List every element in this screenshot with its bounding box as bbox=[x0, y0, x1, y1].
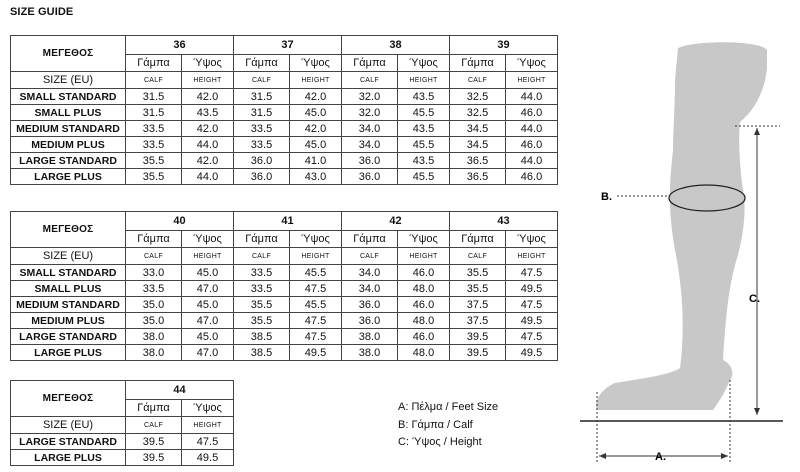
size-table bbox=[10, 380, 234, 466]
col-height-gr: Ύψος bbox=[182, 55, 234, 72]
height-value: 45.0 bbox=[290, 137, 342, 153]
col-calf-en: CALF bbox=[234, 248, 290, 265]
table-row bbox=[11, 169, 558, 185]
size-table bbox=[10, 35, 558, 185]
table-row bbox=[11, 329, 558, 345]
height-value: 48.0 bbox=[398, 281, 450, 297]
col-calf-gr: Γάμπα bbox=[342, 55, 398, 72]
height-value: 46.0 bbox=[398, 265, 450, 281]
calf-value: 31.5 bbox=[126, 89, 182, 105]
col-calf-gr: Γάμπα bbox=[234, 231, 290, 248]
col-calf-gr: Γάμπα bbox=[342, 231, 398, 248]
calf-value: 33.5 bbox=[234, 137, 290, 153]
legend-height: C: Ύψος / Height bbox=[398, 436, 482, 448]
col-calf-gr: Γάμπα bbox=[234, 55, 290, 72]
label-c: C. bbox=[749, 293, 760, 305]
height-value: 43.5 bbox=[398, 121, 450, 137]
col-height-en: HEIGHT bbox=[182, 248, 234, 265]
row-label: SMALL STANDARD bbox=[11, 265, 126, 281]
col-calf-en: CALF bbox=[126, 417, 182, 434]
calf-value: 35.5 bbox=[126, 169, 182, 185]
calf-value: 36.0 bbox=[342, 297, 398, 313]
height-value: 42.0 bbox=[182, 89, 234, 105]
height-value: 42.0 bbox=[182, 121, 234, 137]
calf-value: 34.0 bbox=[342, 265, 398, 281]
calf-value: 36.0 bbox=[342, 169, 398, 185]
calf-value: 33.0 bbox=[126, 265, 182, 281]
size-header-label: ΜΕΓΕΘΟΣ bbox=[11, 381, 126, 417]
calf-value: 33.5 bbox=[234, 265, 290, 281]
calf-value: 35.5 bbox=[450, 265, 506, 281]
height-value: 42.0 bbox=[182, 153, 234, 169]
col-calf-gr: Γάμπα bbox=[126, 231, 182, 248]
height-value: 44.0 bbox=[182, 137, 234, 153]
calf-value: 36.0 bbox=[234, 153, 290, 169]
calf-value: 36.5 bbox=[450, 169, 506, 185]
calf-value: 32.5 bbox=[450, 105, 506, 121]
col-height-en: HEIGHT bbox=[506, 248, 558, 265]
label-b: B. bbox=[601, 191, 612, 203]
height-value: 47.5 bbox=[290, 329, 342, 345]
height-value: 45.5 bbox=[290, 265, 342, 281]
leg-diagram bbox=[575, 30, 787, 470]
calf-value: 36.0 bbox=[234, 169, 290, 185]
row-label: SMALL PLUS bbox=[11, 281, 126, 297]
calf-value: 36.5 bbox=[450, 153, 506, 169]
row-label: SMALL PLUS bbox=[11, 105, 126, 121]
col-calf-en: CALF bbox=[234, 72, 290, 89]
calf-value: 36.0 bbox=[342, 153, 398, 169]
height-value: 44.0 bbox=[506, 121, 558, 137]
table-row bbox=[11, 89, 558, 105]
row-label: MEDIUM STANDARD bbox=[11, 121, 126, 137]
height-value: 45.5 bbox=[290, 297, 342, 313]
eu-size-header: 36 bbox=[126, 36, 234, 55]
calf-value: 35.0 bbox=[126, 297, 182, 313]
height-value: 45.0 bbox=[182, 329, 234, 345]
height-value: 42.0 bbox=[290, 89, 342, 105]
calf-value: 32.0 bbox=[342, 105, 398, 121]
calf-value: 35.5 bbox=[234, 313, 290, 329]
col-height-gr: Ύψος bbox=[182, 400, 234, 417]
calf-value: 38.0 bbox=[342, 329, 398, 345]
col-calf-en: CALF bbox=[342, 72, 398, 89]
col-height-gr: Ύψος bbox=[398, 231, 450, 248]
height-value: 48.0 bbox=[398, 313, 450, 329]
table-row bbox=[11, 121, 558, 137]
row-label: MEDIUM PLUS bbox=[11, 313, 126, 329]
height-value: 49.5 bbox=[182, 450, 234, 466]
table-row bbox=[11, 345, 558, 361]
height-value: 42.0 bbox=[290, 121, 342, 137]
height-value: 43.5 bbox=[398, 153, 450, 169]
calf-value: 34.5 bbox=[450, 137, 506, 153]
calf-value: 34.5 bbox=[450, 121, 506, 137]
height-value: 45.5 bbox=[398, 137, 450, 153]
height-value: 47.0 bbox=[182, 281, 234, 297]
col-height-gr: Ύψος bbox=[506, 55, 558, 72]
calf-value: 38.0 bbox=[126, 329, 182, 345]
col-height-en: HEIGHT bbox=[290, 248, 342, 265]
col-calf-en: CALF bbox=[450, 248, 506, 265]
calf-value: 36.0 bbox=[342, 313, 398, 329]
calf-value: 32.5 bbox=[450, 89, 506, 105]
table-row bbox=[11, 434, 234, 450]
calf-value: 32.0 bbox=[342, 89, 398, 105]
col-calf-gr: Γάμπα bbox=[126, 400, 182, 417]
eu-size-header: 38 bbox=[342, 36, 450, 55]
calf-value: 39.5 bbox=[126, 450, 182, 466]
col-height-gr: Ύψος bbox=[290, 55, 342, 72]
height-value: 44.0 bbox=[506, 153, 558, 169]
table-row bbox=[11, 153, 558, 169]
eu-size-header: 43 bbox=[450, 212, 558, 231]
size-eu-label: SIZE (EU) bbox=[11, 248, 126, 265]
col-calf-en: CALF bbox=[450, 72, 506, 89]
col-height-en: HEIGHT bbox=[290, 72, 342, 89]
size-header-label: ΜΕΓΕΘΟΣ bbox=[11, 36, 126, 72]
height-value: 41.0 bbox=[290, 153, 342, 169]
col-calf-en: CALF bbox=[126, 248, 182, 265]
height-value: 47.5 bbox=[182, 434, 234, 450]
col-height-gr: Ύψος bbox=[182, 231, 234, 248]
label-a: A. bbox=[655, 451, 666, 463]
eu-size-header: 39 bbox=[450, 36, 558, 55]
col-height-en: HEIGHT bbox=[398, 248, 450, 265]
table-row bbox=[11, 105, 558, 121]
calf-value: 33.5 bbox=[234, 121, 290, 137]
col-height-en: HEIGHT bbox=[182, 72, 234, 89]
calf-value: 34.0 bbox=[342, 137, 398, 153]
height-value: 47.5 bbox=[506, 297, 558, 313]
height-value: 46.0 bbox=[506, 137, 558, 153]
calf-value: 38.0 bbox=[126, 345, 182, 361]
eu-size-header: 40 bbox=[126, 212, 234, 231]
leg-silhouette bbox=[596, 42, 767, 410]
row-label: SMALL STANDARD bbox=[11, 89, 126, 105]
height-value: 47.5 bbox=[290, 313, 342, 329]
height-value: 45.5 bbox=[398, 105, 450, 121]
height-value: 49.5 bbox=[290, 345, 342, 361]
size-eu-label: SIZE (EU) bbox=[11, 72, 126, 89]
calf-value: 38.5 bbox=[234, 345, 290, 361]
eu-size-header: 42 bbox=[342, 212, 450, 231]
calf-value: 34.0 bbox=[342, 281, 398, 297]
table-row bbox=[11, 281, 558, 297]
col-height-en: HEIGHT bbox=[398, 72, 450, 89]
calf-value: 38.5 bbox=[234, 329, 290, 345]
height-value: 43.5 bbox=[182, 105, 234, 121]
height-value: 47.5 bbox=[290, 281, 342, 297]
height-value: 45.5 bbox=[398, 169, 450, 185]
table-row bbox=[11, 265, 558, 281]
calf-value: 38.0 bbox=[342, 345, 398, 361]
eu-size-header: 37 bbox=[234, 36, 342, 55]
size-eu-label: SIZE (EU) bbox=[11, 417, 126, 434]
height-value: 47.5 bbox=[506, 265, 558, 281]
legend-feet: A: Πέλμα / Feet Size bbox=[398, 401, 499, 413]
size-header-label: ΜΕΓΕΘΟΣ bbox=[11, 212, 126, 248]
page-title: SIZE GUIDE bbox=[10, 6, 74, 18]
height-value: 46.0 bbox=[398, 329, 450, 345]
calf-value: 33.5 bbox=[126, 281, 182, 297]
calf-value: 39.5 bbox=[126, 434, 182, 450]
row-label: LARGE STANDARD bbox=[11, 329, 126, 345]
height-value: 47.5 bbox=[506, 329, 558, 345]
col-calf-gr: Γάμπα bbox=[450, 55, 506, 72]
col-height-en: HEIGHT bbox=[182, 417, 234, 434]
table-row bbox=[11, 297, 558, 313]
calf-value: 35.5 bbox=[126, 153, 182, 169]
col-height-gr: Ύψος bbox=[506, 231, 558, 248]
height-value: 49.5 bbox=[506, 345, 558, 361]
row-label: LARGE PLUS bbox=[11, 345, 126, 361]
calf-value: 33.5 bbox=[234, 281, 290, 297]
calf-value: 35.5 bbox=[450, 281, 506, 297]
row-label: MEDIUM STANDARD bbox=[11, 297, 126, 313]
col-height-en: HEIGHT bbox=[506, 72, 558, 89]
height-value: 43.0 bbox=[290, 169, 342, 185]
col-height-gr: Ύψος bbox=[398, 55, 450, 72]
height-value: 47.0 bbox=[182, 313, 234, 329]
row-label: LARGE STANDARD bbox=[11, 434, 126, 450]
height-value: 49.5 bbox=[506, 313, 558, 329]
height-value: 44.0 bbox=[182, 169, 234, 185]
col-calf-gr: Γάμπα bbox=[450, 231, 506, 248]
calf-value: 33.5 bbox=[126, 121, 182, 137]
col-height-gr: Ύψος bbox=[290, 231, 342, 248]
calf-value: 31.5 bbox=[234, 105, 290, 121]
row-label: LARGE PLUS bbox=[11, 169, 126, 185]
height-value: 45.0 bbox=[182, 265, 234, 281]
col-calf-en: CALF bbox=[126, 72, 182, 89]
col-calf-en: CALF bbox=[342, 248, 398, 265]
calf-value: 35.5 bbox=[234, 297, 290, 313]
calf-value: 31.5 bbox=[234, 89, 290, 105]
col-calf-gr: Γάμπα bbox=[126, 55, 182, 72]
calf-value: 33.5 bbox=[126, 137, 182, 153]
row-label: LARGE STANDARD bbox=[11, 153, 126, 169]
eu-size-header: 41 bbox=[234, 212, 342, 231]
height-value: 45.0 bbox=[290, 105, 342, 121]
table-row bbox=[11, 450, 234, 466]
table-row bbox=[11, 137, 558, 153]
calf-value: 39.5 bbox=[450, 329, 506, 345]
height-value: 46.0 bbox=[398, 297, 450, 313]
row-label: LARGE PLUS bbox=[11, 450, 126, 466]
height-value: 48.0 bbox=[398, 345, 450, 361]
height-value: 44.0 bbox=[506, 89, 558, 105]
row-label: MEDIUM PLUS bbox=[11, 137, 126, 153]
height-value: 45.0 bbox=[182, 297, 234, 313]
table-row bbox=[11, 313, 558, 329]
calf-value: 35.0 bbox=[126, 313, 182, 329]
calf-value: 34.0 bbox=[342, 121, 398, 137]
calf-value: 37.5 bbox=[450, 313, 506, 329]
calf-value: 39.5 bbox=[450, 345, 506, 361]
height-value: 47.0 bbox=[182, 345, 234, 361]
eu-size-header: 44 bbox=[126, 381, 234, 400]
height-value: 49.5 bbox=[506, 281, 558, 297]
height-value: 43.5 bbox=[398, 89, 450, 105]
legend-calf: B: Γάμπα / Calf bbox=[398, 419, 473, 431]
calf-value: 37.5 bbox=[450, 297, 506, 313]
height-value: 46.0 bbox=[506, 105, 558, 121]
height-value: 46.0 bbox=[506, 169, 558, 185]
calf-value: 31.5 bbox=[126, 105, 182, 121]
size-table bbox=[10, 211, 558, 361]
